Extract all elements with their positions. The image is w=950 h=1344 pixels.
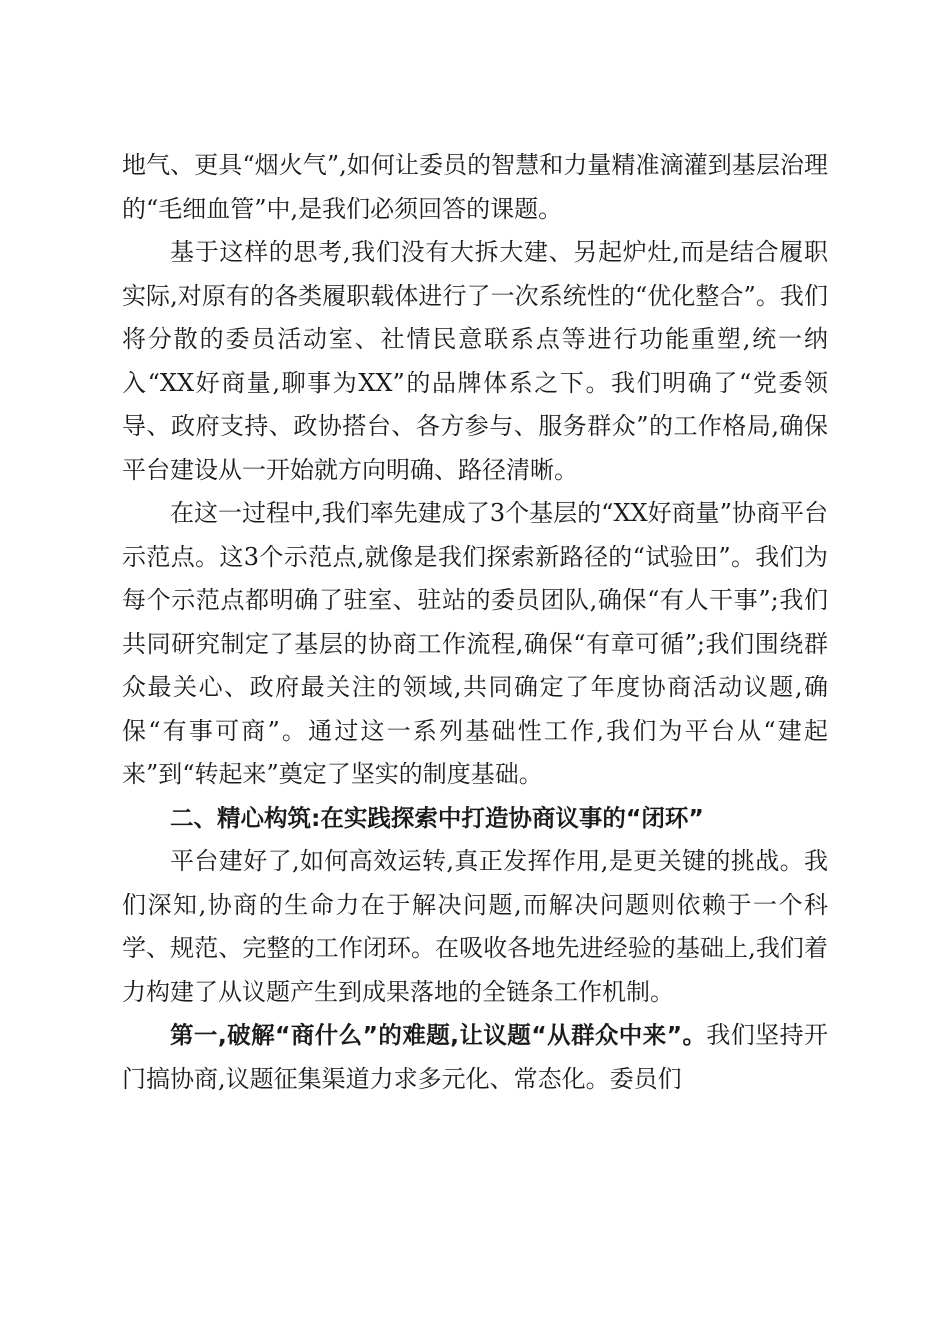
paragraph-5 — [122, 1014, 828, 1101]
paragraph-5-lead: 第一,破解“商什么”的难题,让议题“从群众中来”。 — [170, 1021, 707, 1049]
paragraph-5-body: 我们坚持开门搞协商,议题征集渠道力求多元化、常态化。委员们 — [122, 1021, 828, 1093]
paragraph-2: 基于这样的思考,我们没有大拆大建、另起炉灶,而是结合履职实际,对原有的各类履职载体进行了一次系统性的“优化整合”。我们将分散的委员活动室、社情民意联系点等进行功能重塑,统一纳入“XX好商量,聊事为XX”的品牌体系之下。我们明确了“党委领导、政府支持、政协搭台、各方参与、服务群众”的工作格局,确保平台建设从一开始就方向明确、路径清晰。 — [122, 238, 828, 484]
section-heading-2: 二、精心构筑:在实践探索中打造协商议事的“闭环” — [170, 803, 704, 832]
document-body — [122, 144, 828, 1101]
paragraph-3: 在这一过程中,我们率先建成了3个基层的“XX好商量”协商平台示范点。这3个示范点,就像是我们探索新路径的“试验田”。我们为每个示范点都明确了驻室、驻站的委员团队,确保“有人干事”;我们共同研究制定了基层的协商工作流程,确保“有章可循”;我们围绕群众最关心、政府最关注的领域,共同确定了年度协商活动议题,确保“有事可商”。通过这一系列基础性工作,我们为平台从“建起来”到“转起来”奠定了坚实的制度基础。 — [122, 499, 828, 788]
paragraph-4: 平台建好了,如何高效运转,真正发挥作用,是更关键的挑战。我们深知,协商的生命力在于解决问题,而解决问题则依赖于一个科学、规范、完整的工作闭环。在吸收各地先进经验的基础上,我们着力构建了从议题产生到成果落地的全链条工作机制。 — [122, 847, 828, 1006]
paragraph-1-continuation: 地气、更具“烟火气”,如何让委员的智慧和力量精准滴灌到基层治理的“毛细血管”中,是我们必须回答的课题。 — [122, 151, 828, 223]
